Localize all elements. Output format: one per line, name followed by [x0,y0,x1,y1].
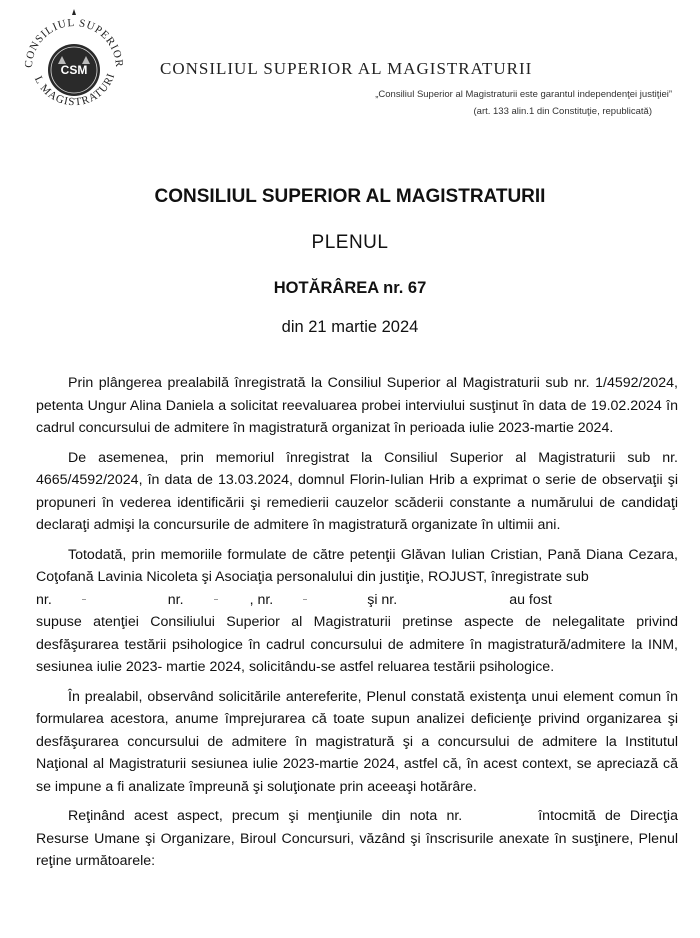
paragraph-5 [36,805,678,873]
header-quote: „Consiliul Superior al Magistraturii este garantul independenţei justiţiei” [375,89,672,100]
paragraph-1: Prin plângerea prealabilă înregistrată la Consiliul Superior al Magistraturii sub nr. 1/4592/2024, petenta Ungur Alina Daniela a solicitat reevaluarea probei interviului susţinut în data de 19.02.2024 în cadrul concursului de admitere în magistratură organizat în perioada iulie 2023-martie 2024. [36,375,678,436]
redacted-nr-1: nr. [36,591,52,608]
plenum-title: PLENUL [311,232,389,253]
csm-logo [14,6,134,126]
header-institution: CONSILIUL SUPERIOR AL MAGISTRATURII [160,59,533,78]
decision-number: HOTĂRÂREA nr. 67 [273,279,427,297]
document-body [36,372,678,880]
redacted-nr-2: nr. [167,591,184,608]
paragraph-5-rest: întocmită de Direcţia Resurse Umane şi Organizare, Biroul Concursuri, văzând şi înscrisurile anexate în susţinere, Plenul reţine următoarele: [36,808,678,869]
paragraph-3-intro: Totodată, prin memoriile formulate de către petenţii Glăvan Iulian Cristian, Pană Diana Cezara, Coţofană Lavinia Nicoleta şi Asociaţia personalului din justiţie, ROJUST, înregistrate sub [36,546,678,585]
document-title: CONSILIUL SUPERIOR AL MAGISTRATURII [154,186,546,207]
redacted-nr-3: , nr. [249,591,274,608]
svg-text:AL MAGISTRATURII: L MAGISTRATURI [31,71,118,109]
svg-text:CSM: CSM [60,63,88,77]
paragraph-5-intro: Reţinând acest aspect, precum şi menţiunile din nota nr. [68,808,463,824]
paragraph-3 [36,544,678,589]
header-citation: (art. 133 alin.1 din Constituţie, republicată) [473,106,652,117]
paragraph-4: În prealabil, observând solicitările antereferite, Plenul constată existenţa unui element comun în formularea acestora, anume împrejurarea că toate supun analizei deficienţe privind organizarea şi desfăşurarea concursului de admitere în magistratură şi a concursului de admitere la Institutul Naţional al Magistraturii sesiunea iulie 2023-martie 2024, astfel că, în acest context, se apreciază că se impune a fi analizate împreună şi soluţionate prin aceeaşi hotărâre. [36,688,678,795]
redacted-numbers-line [36,589,678,612]
svg-text:CONSILIUL SUPERIOR: CONSILIUL SUPERIOR [22,16,126,69]
redacted-nr-4: şi nr. [367,591,398,608]
paragraph-3-continued: supuse atenţiei Consiliului Superior al Magistraturii pretinse aspecte de nelegalitate privind desfăşurarea testării psihologice în cadrul concursului de admitere în magistratură/admitere la INM, sesiunea iulie 2023- martie 2024, solicitându-se astfel reluarea testării psihologice. [36,614,678,675]
paragraph-2: De asemenea, prin memoriul înregistrat la Consiliul Superior al Magistraturii sub nr. 4665/4592/2024, în data de 13.03.2024, domnul Florin-Iulian Hrib a exprimat o serie de observaţii şi propuneri în vederea identificării şi remedierii cauzelor scăderii constante a numărului de candidaţi declaraţi admişi la concursurile de admitere în magistratură organizate în ultimii ani. [36,449,678,533]
au-fost-text: au fost [509,591,552,608]
decision-date: din 21 martie 2024 [281,318,419,336]
